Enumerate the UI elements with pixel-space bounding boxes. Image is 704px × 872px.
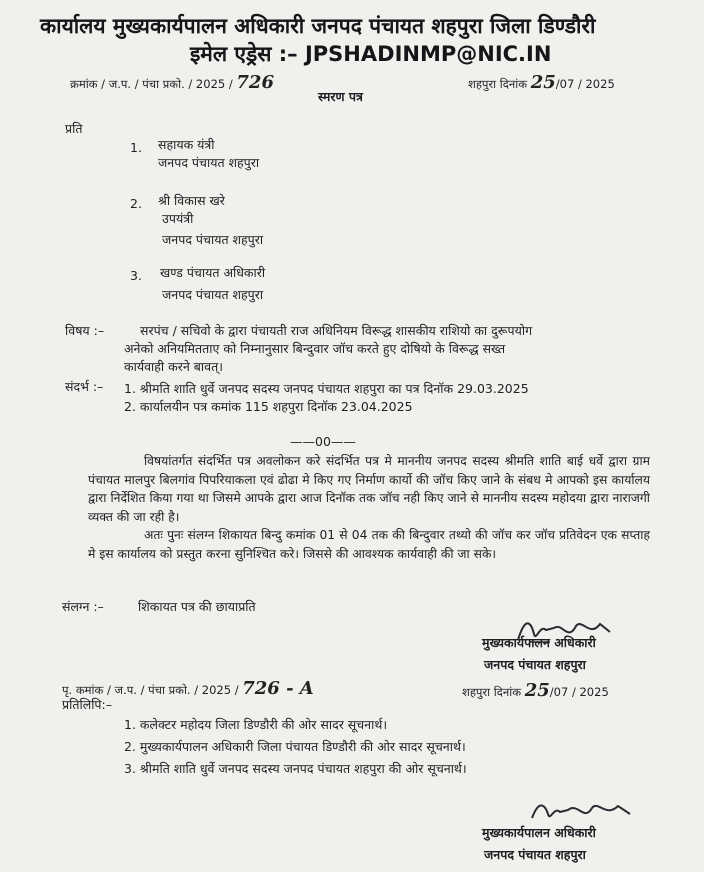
signature-1-office: जनपद पंचायत शहपुरा	[484, 657, 586, 672]
reference-item-1: 1. श्रीमति शाति धुर्वे जनपद सदस्य जनपद पंचायत शहपुरा का पत्र दिनॉक 29.03.2025	[124, 381, 529, 396]
recipient-2-line-1: श्री विकास खरे	[158, 193, 225, 208]
signature-1-designation: मुख्यकार्यपालन अधिकारी	[482, 635, 596, 650]
letter-number-prefix: क्रमांक / ज.प. / पंचा प्रको. / 2025 /	[70, 77, 233, 91]
recipient-1-line-1: सहायक यंत्री	[158, 137, 215, 152]
subject-label: विषय :–	[65, 323, 105, 338]
recipient-3-line-2: जनपद पंचायत शहपुरा	[162, 287, 264, 302]
copy-letter-number-prefix: पृ. कमांक / ज.प. / पंचा प्रको. / 2025 /	[62, 683, 239, 697]
copy-letter-date-handwritten: 25	[524, 680, 550, 701]
recipient-3-line-1: खण्ड पंचायत अधिकारी	[160, 265, 266, 280]
enclosure-text: शिकायत पत्र की छायाप्रति	[138, 599, 256, 614]
subject-line-2: अनेको अनियमितताए को निम्नानुसार बिन्दुवार जॉच करते हुए दोषियो के विरूद्ध सख्त	[124, 341, 506, 356]
reference-item-2: 2. कार्यालयीन पत्र कमांक 115 शहपुरा दिनॉक 23.04.2025	[124, 399, 413, 414]
enclosure-label: संलग्न :–	[62, 599, 104, 614]
to-label: प्रति	[65, 121, 83, 136]
letter-number	[70, 72, 274, 93]
letter-date-suffix: /07 / 2025	[555, 77, 615, 91]
recipient-2-num: 2.	[130, 196, 142, 211]
letter-number-handwritten: 726	[236, 72, 274, 93]
letter-date	[468, 72, 615, 93]
recipient-1-num: 1.	[130, 140, 142, 155]
body-paragraph-1: विषयांतर्गत संदर्भित पत्र अवलोकन करे संदर्भित पत्र मे माननीय जनपद सदस्य श्रीमति शाति बाई धर्वे द्वारा ग्राम पंचायत मालपुर बिलगांव पिपरियाकला एवं ढोढा मे किए गए निर्माण कार्यो की जॉच किए जाने के संबध मे आपको इस कार्यालय द्वारा निर्देशित किया गया था जिसमे आपके द्वारा आज दिनॉक तक जॉच नही किए जाने से माननीय सदस्य महोदया द्वारा नाराजगी व्यक्त की जा रही है।	[88, 454, 650, 524]
copy-to-item-3: 3. श्रीमति शाति धुर्वे जनपद सदस्य जनपद पंचायत शहपुरा की ओर सूचनार्थ।	[124, 761, 467, 776]
recipient-3-num: 3.	[130, 268, 142, 283]
body-paragraph-2: अतः पुनः संलग्न शिकायत बिन्दु कमांक 01 से 04 तक की बिन्दुवार तथ्यो की जॉच कर जॉच प्रतिवेदन एक सप्ताह मे इस कार्यालय को प्रस्तुत करना सुनिश्चित करे। जिससे की आवश्यक कार्यवाही की जा सके।	[88, 528, 650, 561]
signature-2-office: जनपद पंचायत शहपुरा	[484, 847, 586, 862]
separator: ——00——	[290, 434, 356, 449]
letter-date-place: शहपुरा दिनांक	[468, 77, 528, 91]
office-title: कार्यालय मुख्यकार्यपालन अधिकारी जनपद पंचायत शहपुरा जिला डिण्डौरी	[40, 14, 596, 38]
copy-letter-number-handwritten: 726 - A	[242, 678, 314, 699]
recipient-2-line-3: जनपद पंचायत शहपुरा	[162, 232, 264, 247]
copy-letter-date	[462, 680, 609, 701]
copy-to-item-2: 2. मुख्यकार्यपालन अधिकारी जिला पंचायत डिण्डौरी की ओर सादर सूचनार्थ।	[124, 739, 466, 754]
subject-line-3: कार्यवाही करने बावत्।	[124, 359, 223, 374]
copy-letter-date-place: शहपुरा दिनांक	[462, 685, 522, 699]
signature-2-designation: मुख्यकार्यपालन अधिकारी	[482, 825, 596, 840]
email-line: इमेल एड्रेस :– JPSHADINMP@NIC.IN	[190, 42, 552, 66]
recipient-2-line-2: उपयंत्री	[162, 211, 194, 226]
subject-line-1: सरपंच / सचिवो के द्वारा पंचायती राज अधिनियम विरूद्ध शासकीय राशियो का दुरूपयोग	[140, 323, 533, 338]
copy-letter-date-suffix: /07 / 2025	[549, 685, 609, 699]
recipient-1-line-2: जनपद पंचायत शहपुरा	[158, 155, 260, 170]
copy-to-label: प्रतिलिपि:–	[62, 697, 112, 712]
copy-to-item-1: 1. कलेक्टर महोदय जिला डिण्डौरी की ओर सादर सूचनार्थ।	[124, 717, 388, 732]
letter-date-handwritten: 25	[530, 72, 556, 93]
doc-type: स्मरण पत्र	[318, 89, 363, 104]
signature-2-scribble	[526, 796, 636, 826]
reference-label: संदर्भ :–	[65, 379, 104, 394]
